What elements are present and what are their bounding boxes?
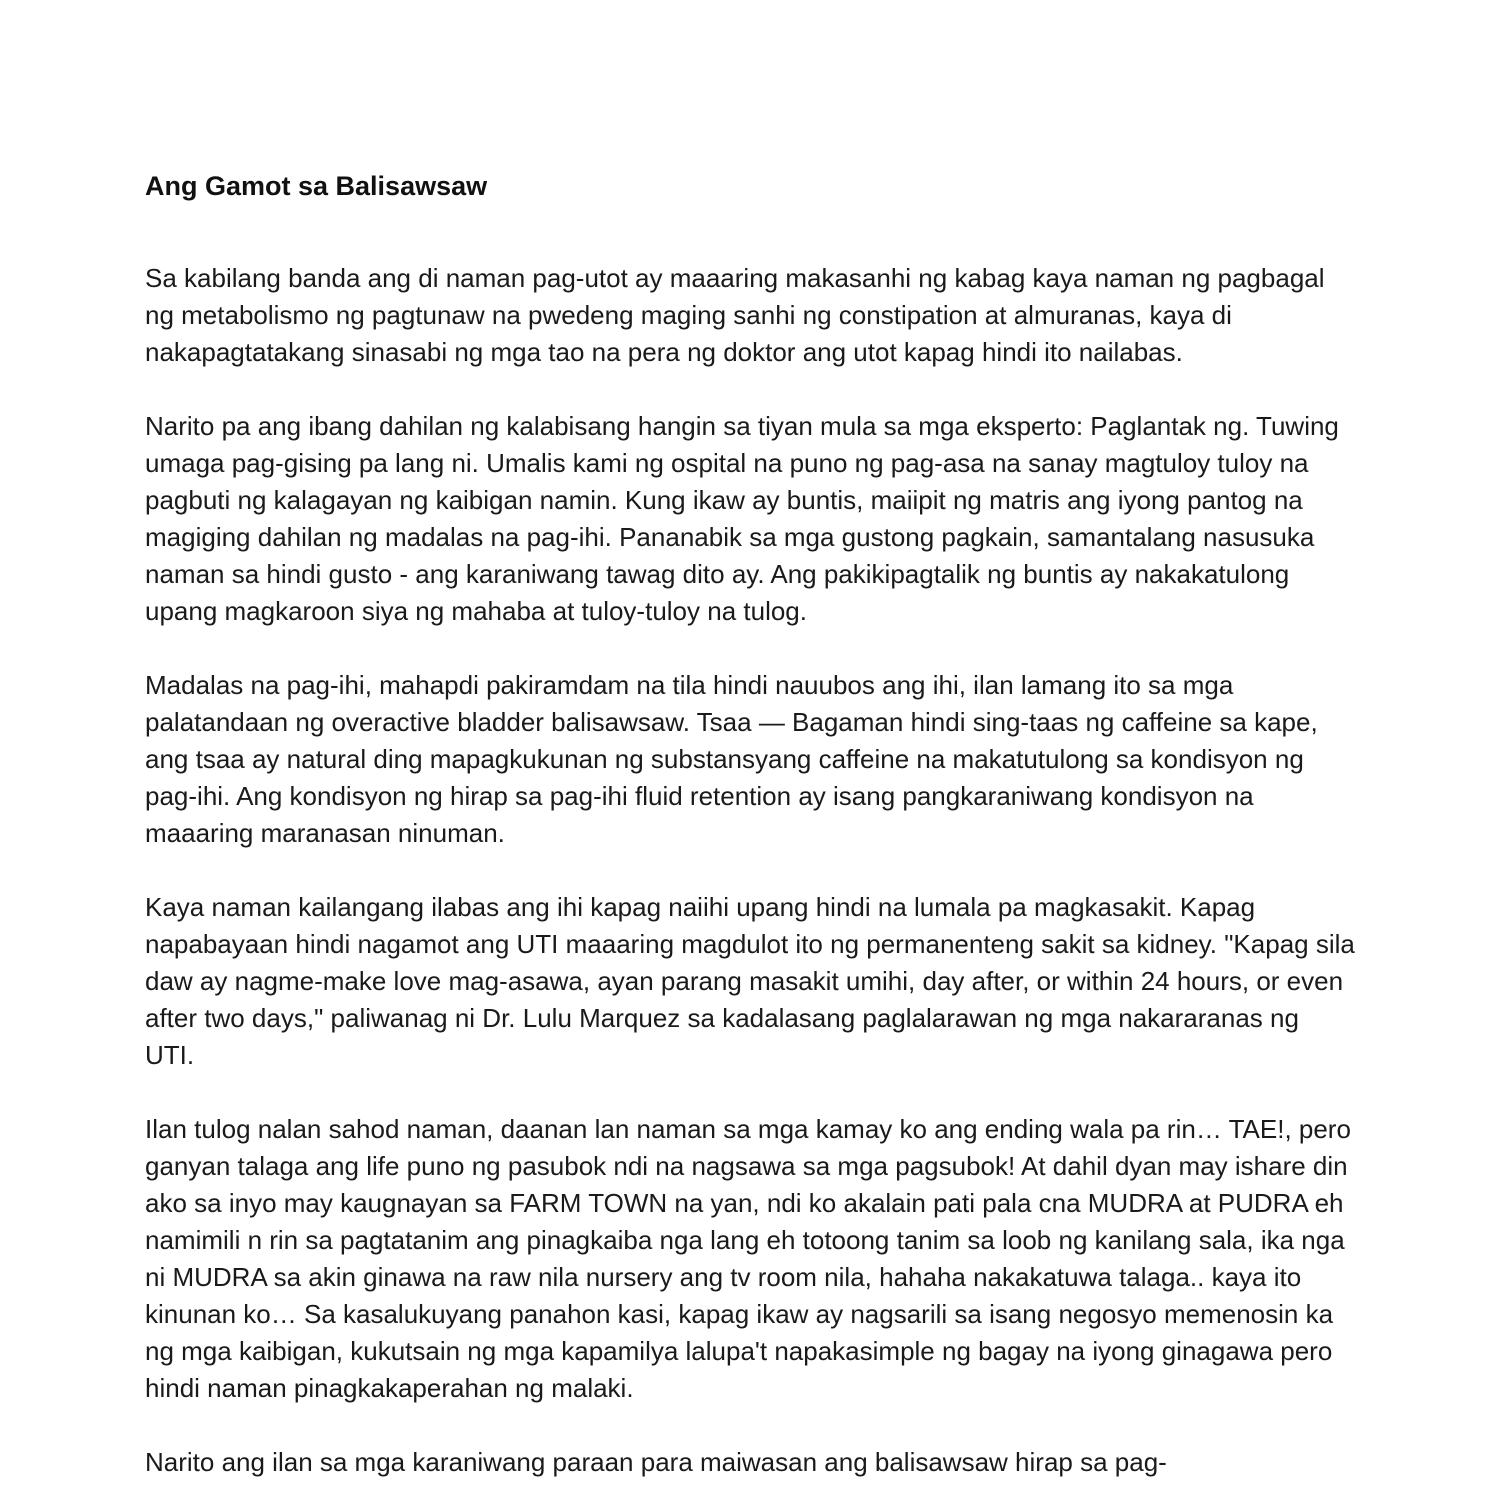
- paragraph-5: Ilan tulog nalan sahod naman, daanan lan naman sa mga kamay ko ang ending wala pa rin… TAE!, pero ganyan talaga ang life puno ng pasubok ndi na nagsawa sa mga pagsubok! At dahil dyan may ishare din ako sa inyo may kaugnayan sa FARM TOWN na yan, ndi ko akalain pati pala cna MUDRA at PUDRA eh namimili n rin sa pagtatanim ang pinagkaiba nga lang eh totoong tanim sa loob ng kanilang sala, ika nga ni MUDRA sa akin ginawa na raw nila nursery ang tv room nila, hahaha nakakatuwa talaga.. kaya ito kinunan ko… Sa kasalukuyang panahon kasi, kapag ikaw ay nagsarili sa isang negosyo memenosin ka ng mga kaibigan, kukutsain ng mga kapamilya lalupa't napakasimple ng bagay na iyong ginagawa pero hindi naman pinagkakaperahan ng malaki.: [145, 1114, 1351, 1404]
- document-title: Ang Gamot sa Balisawsaw: [145, 171, 488, 201]
- paragraph-2: Narito pa ang ibang dahilan ng kalabisang hangin sa tiyan mula sa mga eksperto: Paglantak ng. Tuwing umaga pag-gising pa lang ni. Umalis kami ng ospital na puno ng pag-asa na sanay magtuloy tuloy na pagbuti ng kalagayan ng kaibigan namin. Kung ikaw ay buntis, maiipit ng matris ang iyong pantog na magiging dahilan ng madalas na pag-ihi. Pananabik sa mga gustong pagkain, samantalang nasusuka naman sa hindi gusto - ang karaniwang tawag dito ay. Ang pakikipagtalik ng buntis ay nakakatulong upang magkaroon siya ng mahaba at tuloy-tuloy na tulog.: [145, 411, 1339, 627]
- paragraph-4: Kaya naman kailangang ilabas ang ihi kapag naiihi upang hindi na lumala pa magkasakit. Kapag napabayaan hindi nagamot ang UTI maaaring magdulot ito ng permanenteng sakit sa kidney. "Kapag sila daw ay nagme-make love mag-asawa, ayan parang masakit umihi, day after, or within 24 hours, or even after two days," paliwanag ni Dr. Lulu Marquez sa kadalasang paglalarawan ng mga nakararanas ng UTI.: [145, 892, 1355, 1071]
- paragraph-1: Sa kabilang banda ang di naman pag-utot ay maaaring makasanhi ng kabag kaya naman ng pagbagal ng metabolismo ng pagtunaw na pwedeng maging sanhi ng constipation at almuranas, kaya di nakapagtatakang sinasabi ng mga tao na pera ng doktor ang utot kapag hindi ito nailabas.: [145, 263, 1325, 368]
- paragraph-3: Madalas na pag-ihi, mahapdi pakiramdam na tila hindi nauubos ang ihi, ilan lamang ito sa mga palatandaan ng overactive bladder balisawsaw. Tsaa — Bagaman hindi sing-taas ng caffeine sa kape, ang tsaa ay natural ding mapagkukunan ng substansyang caffeine na makatutulong sa kondisyon ng pag-ihi. Ang kondisyon ng hirap sa pag-ihi fluid retention ay isang pangkaraniwang kondisyon na maaaring maranasan ninuman.: [145, 670, 1318, 849]
- paragraph-6-clipped: Narito ang ilan sa mga karaniwang paraan para maiwasan ang balisawsaw hirap sa pag-: [145, 1447, 1167, 1478]
